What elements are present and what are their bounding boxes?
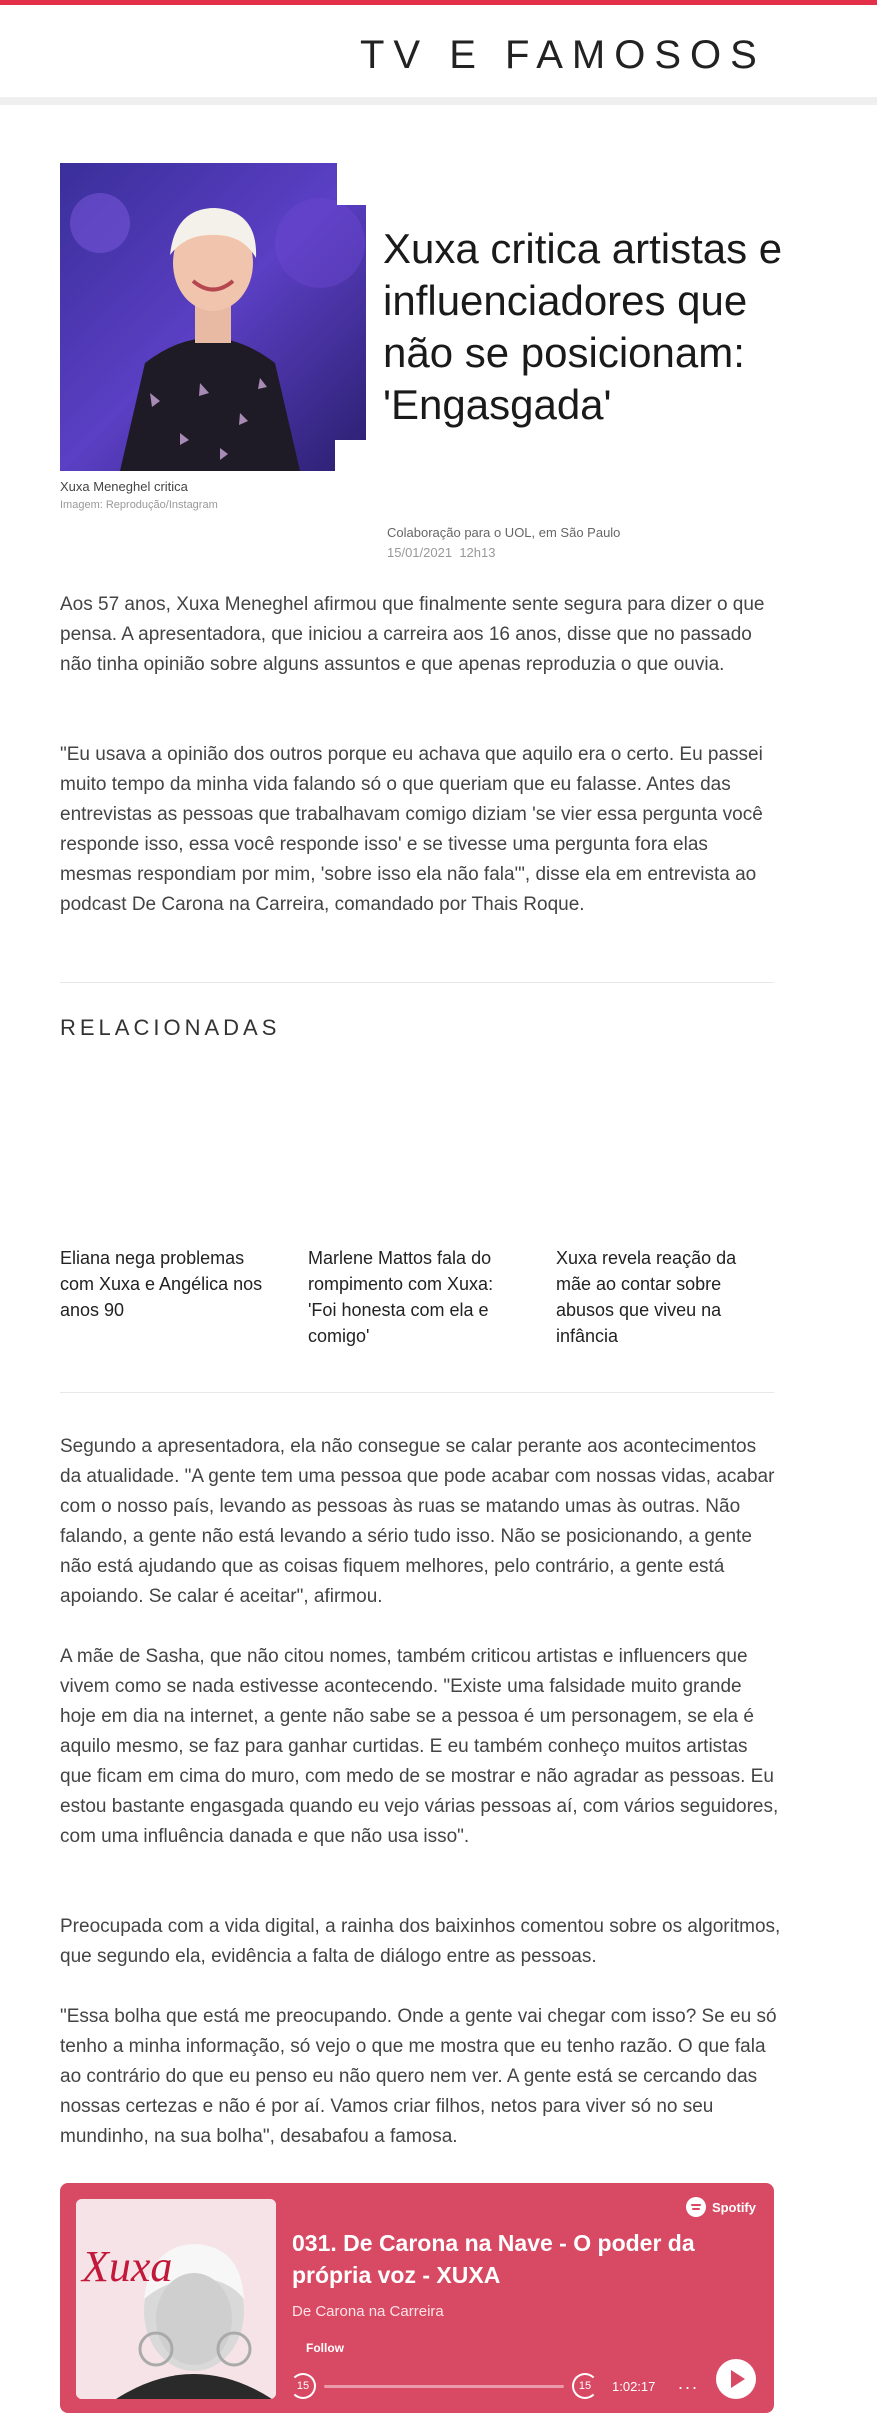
article-hero-image[interactable] [60,163,366,471]
article-paragraph: A mãe de Sasha, que não citou nomes, também criticou artistas e influencers que vivem como se nada estivesse acontecendo. "Existe uma falsidade muito grande hoje em dia na internet, a gente não sabe se a pessoa é um personagem, se ela é aquilo mesmo, se faz para ganhar curtidas. E eu também conheço muitos artistas que ficam em cima do muro, com medo de se mostrar e não agradar as pessoas. Eu estou bastante engasgada quando eu vejo várias pessoas aí, com vários seguidores, com uma influência danada e que não usa isso". [60,1646,779,1847]
article-byline: Colaboração para o UOL, em São Paulo [387,525,621,540]
related-link[interactable]: Xuxa revela reação da mãe ao contar sobre abusos que viveu na infância [556,1248,737,1346]
episode-duration: 1:02:17 [612,2379,656,2394]
podcast-cover-image[interactable] [76,2199,276,2399]
spotify-embed-player [60,2183,774,2413]
episode-title[interactable]: 031. De Carona na Nave - O poder da própria voz - XUXA [292,2230,695,2288]
section-header [0,5,877,105]
more-options-icon[interactable]: ... [678,2373,700,2393]
article-dateline [387,545,495,560]
article-paragraph: Aos 57 anos, Xuxa Meneghel afirmou que finalmente sente segura para dizer o que pensa. A apresentadora, que iniciou a carreira aos 16 anos, disse que no passado não tinha opinião sobre alguns assuntos e que apenas reproduzia o que ouvia. [60,594,765,675]
spotify-logo[interactable] [686,2197,756,2217]
article-date: 15/01/2021 [387,545,453,560]
image-caption: Xuxa Meneghel critica [60,479,188,494]
section-title[interactable]: TV E FAMOSOS [360,33,766,77]
article-paragraph: "Essa bolha que está me preocupando. Onde a gente vai chegar com isso? Se eu só tenho a minha informação, só vejo o que me mostra que eu tenho razão. O que fala ao contrário do que eu penso eu não quero nem ver. A gente está se cercando das nossas certezas e não é por aí. Vamos criar filhos, netos para viver só no seu mundinho, na sua bolha", desabafou a famosa. [60,2006,777,2147]
section-divider [60,982,774,983]
article-time: 12h13 [459,545,496,560]
section-divider [60,1392,774,1393]
related-link[interactable]: Marlene Mattos fala do rompimento com Xuxa: 'Foi honesta com ela e comigo' [308,1248,494,1346]
related-heading: RELACIONADAS [60,1015,281,1040]
spotify-brand: Spotify [711,2199,756,2215]
follow-button[interactable]: Follow [306,2341,344,2355]
spotify-icon [686,2197,706,2217]
playback-progress-bar[interactable] [324,2385,564,2388]
image-corner-notch [337,163,367,205]
image-credit: Imagem: Reprodução/Instagram [60,499,218,511]
cover-text: Xuxa [82,2242,173,2291]
related-link[interactable]: Eliana nega problemas com Xuxa e Angélica nos anos 90 [60,1248,263,1320]
article-paragraph: Preocupada com a vida digital, a rainha dos baixinhos comentou sobre os algoritmos, que segundo ela, evidência a falta de diálogo entre as pessoas. [60,1916,781,1967]
play-button[interactable] [716,2359,756,2399]
skip-forward-icon[interactable]: 15 [572,2373,598,2399]
article-paragraph: "Eu usava a opinião dos outros porque eu achava que aquilo era o certo. Eu passei muito tempo da minha vida falando só o que queriam que eu falasse. Antes das entrevistas as pessoas que trabalhavam comigo diziam 'se vier essa pergunta você responde isso, essa você responde isso' e se tivesse uma pergunta fora elas mesmas respondiam por mim, 'sobre isso ela não fala'", disse ela em entrevista ao podcast De Carona na Carreira, comandado por Thais Roque. [60,744,763,915]
show-name[interactable]: De Carona na Carreira [292,2303,444,2320]
article-paragraph: Segundo a apresentadora, ela não consegue se calar perante aos acontecimentos da atualidade. "A gente tem uma pessoa que pode acabar com nossas vidas, acabar com o nosso país, levando as pessoas às ruas se matando umas às outras. Não falando, a gente não está levando a sério tudo isso. Não se posicionando, a gente não está ajudando que as coisas fiquem melhores, pelo contrário, a gente está apoiando. Se calar é aceitar", afirmou. [60,1436,775,1607]
image-corner-notch [335,440,367,471]
skip-back-icon[interactable]: 15 [290,2373,316,2399]
article-headline: Xuxa critica artistas e influenciadores que não se posicionam: 'Engasgada' [383,225,783,428]
